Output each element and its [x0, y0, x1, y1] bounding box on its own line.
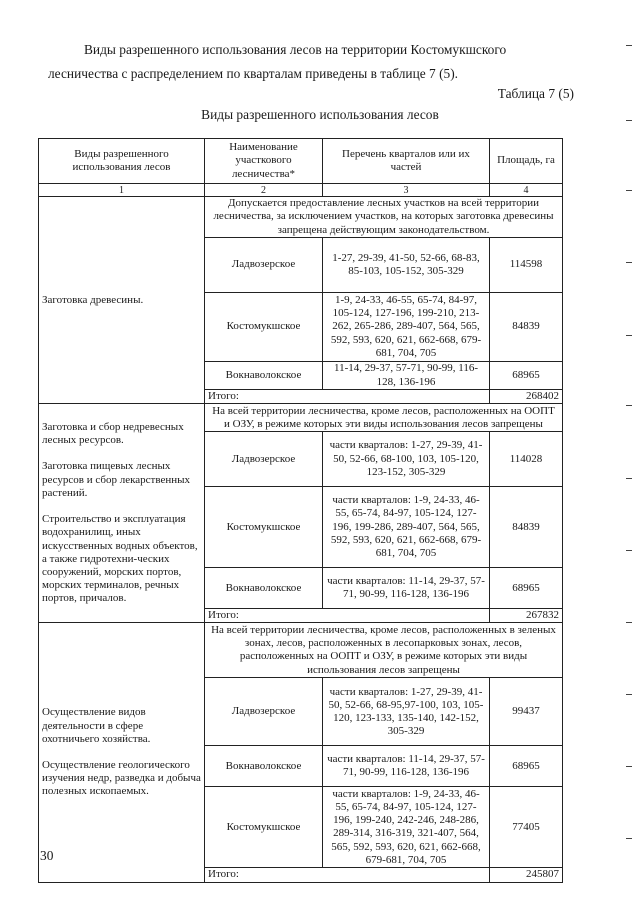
intro-paragraph: Виды разрешенного использования лесов на территории Костомукшского лесничества с распределением по кварталам приведены в таблице 7 (5). [48, 42, 507, 81]
total-value: 267832 [490, 609, 563, 623]
quarters-list: 1-27, 29-39, 41-50, 52-66, 68-83, 85-103, 105-152, 305-329 [323, 238, 490, 293]
total-label: Итого: [205, 868, 490, 882]
area-value: 84839 [490, 293, 563, 362]
purpose-text: Заготовка и сбор недревесных лесных ресурсов. [42, 421, 184, 447]
column-numbers-row [39, 184, 563, 197]
scan-margin-mark [626, 838, 632, 839]
quarters-list: 11-14, 29-37, 57-71, 90-99, 116-128, 136-196 [323, 362, 490, 390]
group-note: На всей территории лесничества, кроме лесов, расположенных в зеленых зонах, лесов, расположенных в лесопарковых зонах, лесов, расположенных на ООПТ и ОЗУ, в режиме которых эти виды использования лесов запрещены [205, 623, 563, 678]
scan-margin-mark [626, 335, 632, 336]
scan-margin-mark [626, 405, 632, 406]
purpose-text: Заготовка пищевых лесных ресурсов и сбор лекарственных растений. [42, 460, 191, 499]
group-note-row [39, 197, 563, 238]
col-number-4: 4 [490, 184, 563, 197]
purpose-text: Осуществление геологического изучения недр, разведка и добыча полезных ископаемых. [42, 759, 201, 798]
group-note: На всей территории лесничества, кроме лесов, расположенных на ООПТ и ОЗУ, в режиме которых эти виды использования лесов запрещены [205, 404, 563, 432]
quarters-list: части кварталов: 11-14, 29-37, 57-71, 90-99, 116-128, 136-196 [323, 746, 490, 787]
forestry-name: Костомукшское [205, 487, 323, 568]
quarters-list: части кварталов: 1-9, 24-33, 46-55, 65-74, 84-97, 105-124, 127-196, 199-286, 289-407, 564, 565, 592, 593, 620, 621, 662-668, 679-681, 704, 705 [323, 487, 490, 568]
col-number-2: 2 [205, 184, 323, 197]
scan-margin-mark [626, 120, 632, 121]
scan-margin-mark [626, 262, 632, 263]
scan-margin-mark [626, 45, 632, 46]
total-value: 245807 [490, 868, 563, 882]
forestry-name: Вокнаволокское [205, 362, 323, 390]
purpose-cell [39, 197, 205, 404]
purpose-text: Строительство и эксплуатация водохранилищ, иных искусственных водных объектов, а также гидротехни-ческих сооружений, морских портов, морских терминалов, речных портов, причалов. [42, 513, 198, 605]
header-quarters: Перечень кварталов или их частей [323, 139, 490, 184]
forestry-name: Вокнаволокское [205, 568, 323, 609]
table-reference: Таблица 7 (5) [497, 86, 574, 101]
land-use-table [38, 138, 563, 883]
forestry-name: Ладвозерское [205, 432, 323, 487]
forestry-name: Костомукшское [205, 787, 323, 868]
forestry-name: Ладвозерское [205, 678, 323, 746]
scan-margin-mark [626, 478, 632, 479]
area-value: 77405 [490, 787, 563, 868]
scan-margin-mark [626, 766, 632, 767]
header-area: Площадь, га [490, 139, 563, 184]
total-label: Итого: [205, 609, 490, 623]
quarters-list: части кварталов: 1-27, 29-39, 41-50, 52-66, 68-95,97-100, 103, 105-120, 123-133, 135-140, 142-152, 305-329 [323, 678, 490, 746]
col-number-3: 3 [323, 184, 490, 197]
scan-margin-mark [626, 622, 632, 623]
quarters-list: 1-9, 24-33, 46-55, 65-74, 84-97, 105-124, 127-196, 199-210, 213-262, 265-286, 289-407, 564, 565, 592, 593, 620, 621, 662-668, 679-681, 704, 705 [323, 293, 490, 362]
group-note-row [39, 623, 563, 678]
purpose-text: Заготовка древесины. [42, 293, 144, 306]
page-number: 30 [40, 848, 54, 863]
purpose-text: Осуществление видов деятельности в сфере охотничьего хозяйства. [42, 706, 151, 745]
purpose-cell [39, 404, 205, 623]
scan-margin-mark [626, 550, 632, 551]
col-number-1: 1 [39, 184, 205, 197]
area-value: 84839 [490, 487, 563, 568]
purpose-cell [39, 623, 205, 882]
scan-margin-mark [626, 694, 632, 695]
table-caption: Виды разрешенного использования лесов [201, 107, 439, 122]
forestry-name: Костомукшское [205, 293, 323, 362]
forestry-name: Вокнаволокское [205, 746, 323, 787]
total-value: 268402 [490, 390, 563, 404]
total-label: Итого: [205, 390, 490, 404]
area-value: 114598 [490, 238, 563, 293]
forestry-name: Ладвозерское [205, 238, 323, 293]
area-value: 114028 [490, 432, 563, 487]
area-value: 68965 [490, 746, 563, 787]
table-header-row [39, 139, 563, 184]
area-value: 68965 [490, 362, 563, 390]
area-value: 68965 [490, 568, 563, 609]
header-purpose: Виды разрешенного использования лесов [39, 139, 205, 184]
scan-margin-mark [626, 190, 632, 191]
header-forestry: Наименование участкового лесничества* [205, 139, 323, 184]
quarters-list: части кварталов: 11-14, 29-37, 57-71, 90-99, 116-128, 136-196 [323, 568, 490, 609]
group-note-row [39, 404, 563, 432]
area-value: 99437 [490, 678, 563, 746]
group-note: Допускается предоставление лесных участков на всей территории лесничества, за исключением участков, на которых заготовка древесины запрещена действующим законодательством. [205, 197, 563, 238]
quarters-list: части кварталов: 1-9, 24-33, 46-55, 65-74, 84-97, 105-124, 127-196, 199-240, 242-246, 248-286, 289-314, 316-319, 321-407, 564, 565, 592, 593, 620, 621, 662-668, 679-681, 704, 705 [323, 787, 490, 868]
quarters-list: части кварталов: 1-27, 29-39, 41-50, 52-66, 68-100, 103, 105-120, 123-152, 305-329 [323, 432, 490, 487]
